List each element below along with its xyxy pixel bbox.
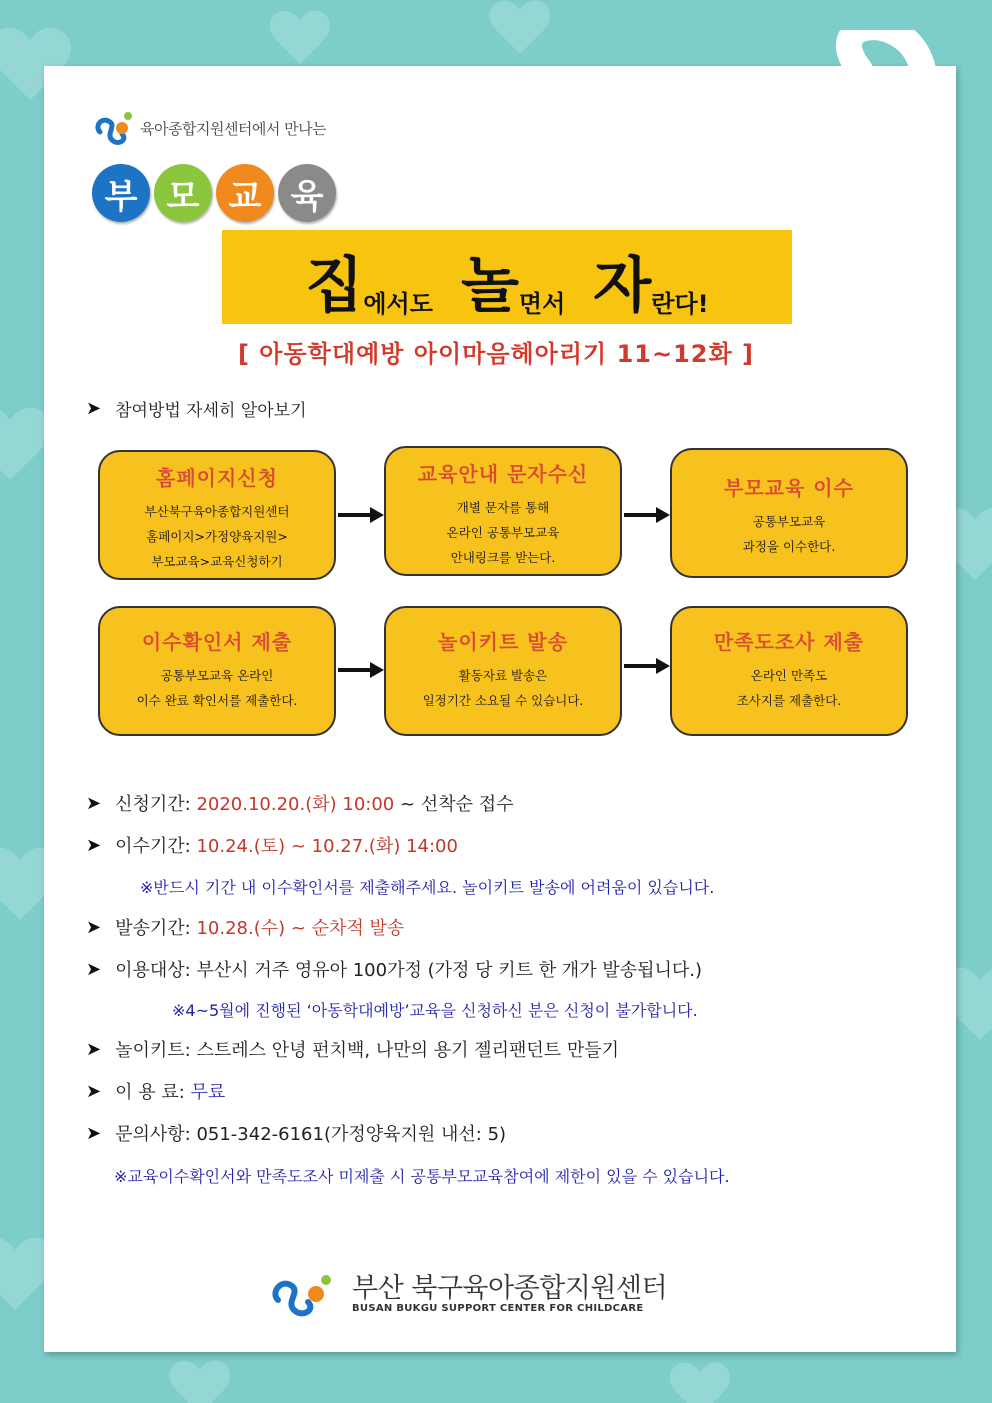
step-line: 부산북구육아종합지원센터 (144, 504, 290, 519)
title-small-2: 면서 (518, 290, 566, 318)
info-label: 이용대상: (115, 960, 191, 981)
step-title: 부모교육 이수 (724, 476, 854, 500)
title-big-1: 집 (305, 251, 364, 321)
circle-char-4: 육 (278, 164, 336, 222)
flow-arrow-icon (338, 505, 384, 525)
title-small-1: 에서도 (363, 290, 433, 318)
step-line: 홈페이지>가정양육지원> (146, 529, 288, 544)
flow-arrow-icon (338, 660, 384, 680)
info-value: 051-342-6161(가정양육지원 내선: 5) (196, 1124, 507, 1145)
info-label: 신청기간: (115, 794, 191, 815)
info-complete-period (86, 832, 458, 858)
title-small-3: 란다! (651, 290, 709, 318)
step-line: 조사지를 제출한다. (736, 693, 842, 708)
arrow-bullet-icon: ➤ (86, 398, 102, 419)
step-line: 활동자료 발송은 (458, 668, 548, 683)
info-ship-period (86, 914, 404, 940)
step-line: 부모교육>교육신청하기 (151, 554, 283, 569)
center-logo-line (92, 104, 326, 152)
title-big-2: 놀 (460, 251, 519, 321)
info-value: 10.28.(수) ~ 순차적 발송 (196, 918, 405, 939)
info-value: 무료 (190, 1082, 226, 1103)
info-value: 10.24.(토) ~ 10.27.(화) 14:00 (196, 836, 458, 857)
step-line: 공통부모교육 온라인 (160, 668, 274, 683)
circle-char-3: 교 (216, 164, 274, 222)
step-title: 교육안내 문자수신 (417, 462, 589, 486)
info-kit (86, 1036, 619, 1062)
main-title (222, 230, 792, 324)
step-line: 공통부모교육 (752, 514, 826, 529)
footer-name-en: BUSAN BUKGU SUPPORT CENTER FOR CHILDCARE (352, 1303, 644, 1315)
info-value: 부산시 거주 영유아 100가정 (가정 당 키트 한 개가 발송됩니다.) (196, 960, 702, 981)
logo-caption: 육아종합지원센터에서 만나는 (140, 119, 327, 138)
info-label: 발송기간: (115, 918, 191, 939)
footer-name-ko: 부산 북구육아종합지원센터 (352, 1272, 668, 1304)
arrow-bullet-icon: ➤ (86, 834, 102, 856)
section-head-text: 참여방법 자세히 알아보기 (115, 401, 307, 421)
circle-char-2: 모 (154, 164, 212, 222)
arrow-bullet-icon: ➤ (86, 958, 102, 980)
final-note: ※교육이수확인서와 만족도조사 미제출 시 공통부모교육참여에 제한이 있을 수 있습니다. (114, 1167, 730, 1186)
step-title: 홈페이지신청 (156, 466, 278, 490)
target-note: ※4~5월에 진행된 ‘아동학대예방’교육을 신청하신 분은 신청이 불가합니다. (172, 1001, 698, 1020)
info-value: 스트레스 안녕 펀치백, 나만의 용기 젤리팬던트 만들기 (196, 1040, 620, 1061)
flow-arrow-icon (624, 505, 670, 525)
subtitle: [ 아동학대예방 아이마음헤아리기 11~12화 ] (237, 340, 755, 368)
step-box-1 (98, 450, 336, 580)
circle-char-1: 부 (92, 164, 150, 222)
step-line: 이수 완료 확인서를 제출한다. (136, 693, 298, 708)
step-box-3 (670, 448, 908, 578)
info-label: 이 용 료: (115, 1082, 185, 1103)
arrow-bullet-icon: ➤ (86, 792, 102, 814)
info-contact (86, 1120, 506, 1146)
step-title: 놀이키트 발송 (438, 630, 568, 654)
step-line: 온라인 만족도 (750, 668, 828, 683)
info-suffix: ~ 선착순 접수 (400, 794, 514, 815)
step-title: 만족도조사 제출 (713, 630, 865, 654)
info-fee (86, 1078, 225, 1104)
step-title: 이수확인서 제출 (141, 630, 293, 654)
arrow-bullet-icon: ➤ (86, 1038, 102, 1060)
center-logo-icon (268, 1268, 346, 1320)
step-line: 일정기간 소요될 수 있습니다. (422, 693, 584, 708)
info-label: 놀이키트: (115, 1040, 191, 1061)
arrow-bullet-icon: ➤ (86, 1080, 102, 1102)
arrow-bullet-icon: ➤ (86, 1122, 102, 1144)
info-label: 이수기간: (115, 836, 191, 857)
info-apply-period (86, 790, 513, 816)
center-logo-icon (92, 106, 136, 150)
flow-arrow-icon (624, 656, 670, 676)
step-line: 안내링크를 받는다. (450, 550, 556, 565)
section-head (86, 396, 307, 421)
step-line: 과정을 이수한다. (742, 539, 836, 554)
step-line: 온라인 공통부모교육 (446, 525, 560, 540)
complete-note: ※반드시 기간 내 이수확인서를 제출해주세요. 놀이키트 발송에 어려움이 있습니다. (140, 878, 715, 897)
step-line: 개별 문자를 통해 (456, 500, 550, 515)
info-value: 2020.10.20.(화) 10:00 (196, 794, 395, 815)
title-big-3: 자 (593, 251, 652, 321)
step-box-5 (384, 606, 622, 736)
info-label: 문의사항: (115, 1124, 191, 1145)
step-box-6 (670, 606, 908, 736)
info-target (86, 956, 702, 982)
footer-logo (268, 1268, 667, 1320)
step-box-4 (98, 606, 336, 736)
arrow-bullet-icon: ➤ (86, 916, 102, 938)
step-box-2 (384, 446, 622, 576)
parent-education-circles (92, 164, 336, 222)
